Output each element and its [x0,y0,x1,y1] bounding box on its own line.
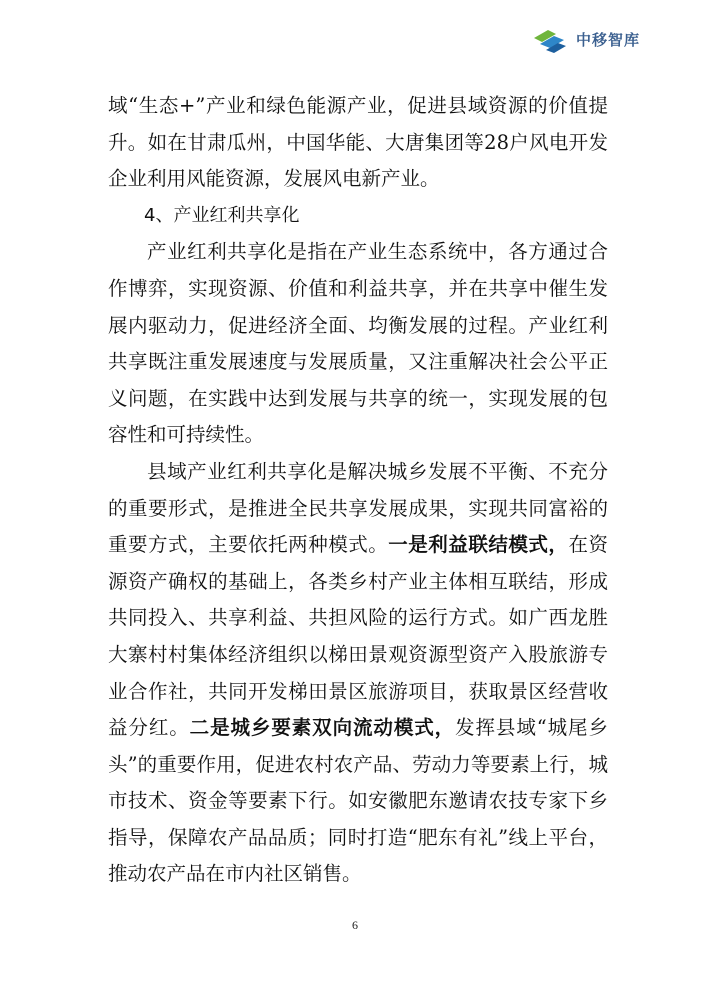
section-heading: 4、产业红利共享化 [144,204,300,226]
logo-text: 中移智库 [575,30,640,49]
text-benefit-linkage: 在资源资产确权的基础上，各类乡村产业主体相互联结，形成共同投入、共享利益、共担风险的运行方式。如广西龙胜大寨村村集体经济组织以梯田景观资源型资产入股旅游专业合作社，共同开发梯田景区旅游项目，获取景区经营收益分红。 [108,533,608,740]
text-factor-flow: 发挥县域“城尾乡头”的重要作用，促进农村农产品、劳动力等要素上行，城市技术、资金等要素下行。如安徽肥东邀请农技专家下乡指导，保障农产品品质；同时打造“肥东有礼”线上平台，推动农产品在市内社区销售。 [108,716,608,886]
document-body [108,88,608,893]
logo-icon [530,24,570,54]
paragraph-continued: 域“生态+”产业和绿色能源产业，促进县域资源的价值提升。如在甘肃瓜州，中国华能、大唐集团等28户风电开发企业利用风能资源，发展风电新产业。 [108,94,608,191]
text-intro: 县域产业红利共享化是解决城乡发展不平衡、不充分的重要形式，是推进全民共享发展成果，实现共同富裕的重要方式，主要依托两种模式。 [108,459,608,557]
logo [530,24,640,54]
bold-term-benefit-linkage: 一是利益联结模式， [388,533,569,557]
bold-term-factor-flow: 二是城乡要素双向流动模式， [189,716,456,740]
page-number: 6 [352,918,358,932]
paragraph-models [108,454,608,893]
paragraph-definition: 产业红利共享化是指在产业生态系统中，各方通过合作博弈，实现资源、价值和利益共享，并在共享中催生发展内驱动力，促进经济全面、均衡发展的过程。产业红利共享既注重发展速度与发展质量，又注重解决社会公平正义问题，在实践中达到发展与共享的统一，实现发展的包容性和可持续性。 [108,240,608,447]
